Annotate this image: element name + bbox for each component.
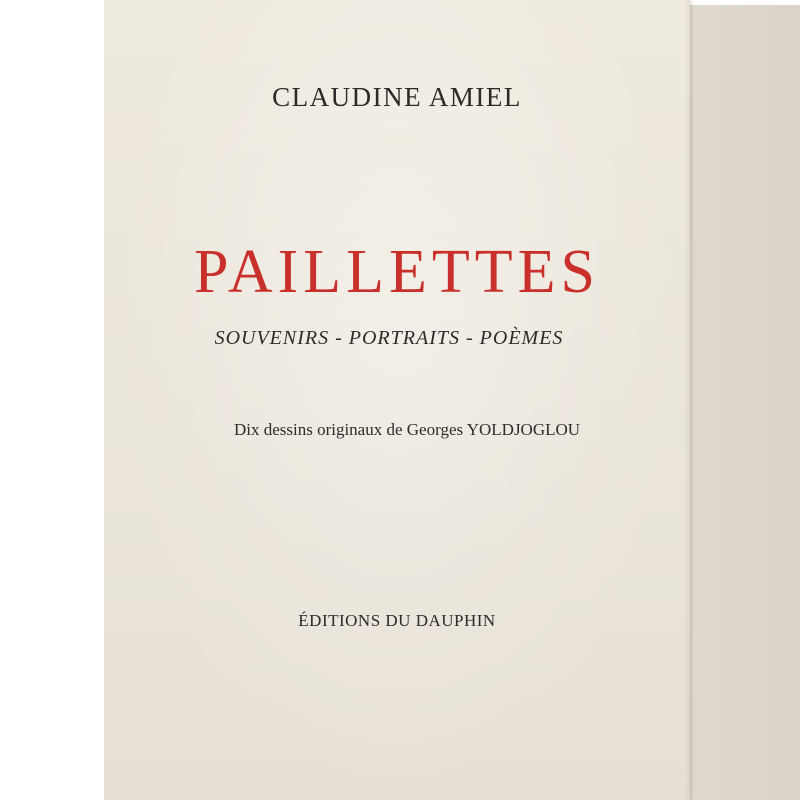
- illustrations-credit: Dix dessins originaux de Georges YOLDJOGLOU: [233, 420, 581, 439]
- book-cover: [104, 0, 690, 800]
- book-title: PAILLETTES: [194, 238, 600, 306]
- publisher-name: ÉDITIONS DU DAUPHIN: [298, 611, 496, 630]
- book-subtitle: SOUVENIRS - PORTRAITS - POÈMES: [214, 327, 564, 349]
- author-name: CLAUDINE AMIEL: [272, 82, 522, 112]
